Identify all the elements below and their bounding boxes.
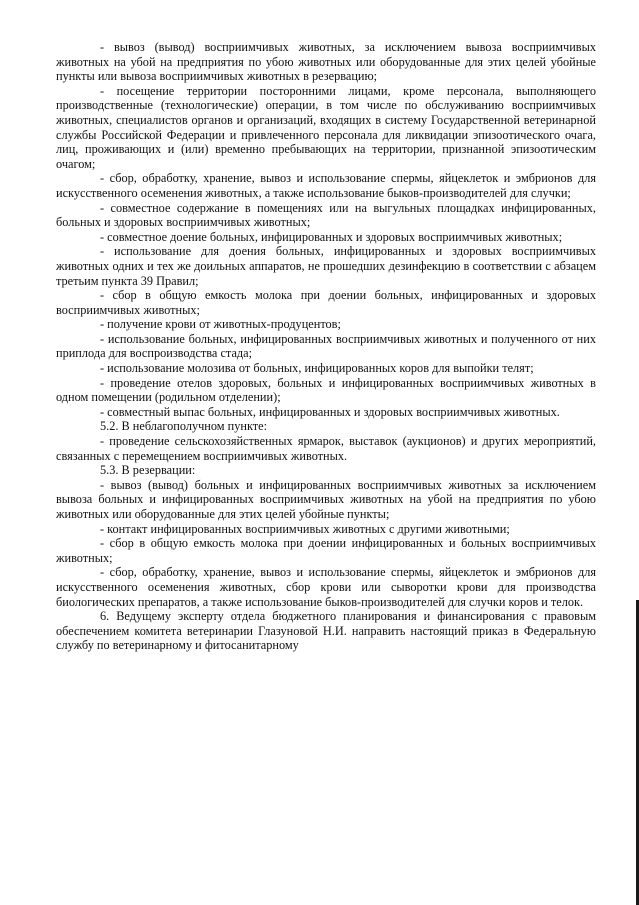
- paragraph: - сбор, обработку, хранение, вывоз и использование спермы, яйцеклеток и эмбрионов для искусственного осеменения животных, сбор крови или сыворотки крови для производства биологических препаратов, а также использование быков-производителей для случки коров и телок.: [56, 565, 596, 609]
- document-body: [56, 40, 596, 653]
- paragraph: - использование для доения больных, инфицированных и здоровых восприимчивых животных одних и тех же доильных аппаратов, не прошедших дезинфекцию в соответствии с абзацем третьим пункта 39 Правил;: [56, 244, 596, 288]
- paragraph: - использование больных, инфицированных восприимчивых животных и полученного от них приплода для воспроизводства стада;: [56, 331, 596, 361]
- paragraph: - вывоз (вывод) восприимчивых животных, за исключением вывоза восприимчивых животных на убой на предприятия по убою животных или оборудованные для этих целей убойные пункты или вывоза восприимчивых животных в резервацию;: [56, 40, 596, 84]
- paragraph: - совместное содержание в помещениях или на выгульных площадках инфицированных, больных и здоровых восприимчивых животных;: [56, 200, 596, 230]
- paragraph: - использование молозива от больных, инфицированных коров для выпойки телят;: [100, 361, 534, 376]
- section-heading: 5.2. В неблагополучном пункте:: [100, 419, 268, 434]
- paragraph: - совместный выпас больных, инфицированных и здоровых восприимчивых животных.: [100, 404, 560, 419]
- section-heading: 5.3. В резервации:: [100, 463, 196, 478]
- paragraph: - получение крови от животных-продуцентов;: [100, 317, 341, 332]
- paragraph: - посещение территории посторонними лицами, кроме персонала, выполняющего производственные (технологические) операции, в том числе по обслуживанию восприимчивых животных, специалистов органов и организаций, входящих в систему Государственной ветеринарной службы Российской Федерации и привлеченного персонала для ликвидации эпизоотического очага, лиц, проживающих и (или) временно пребывающих на территории, признанной эпизоотическим очагом;: [56, 83, 596, 171]
- paragraph: - вывоз (вывод) больных и инфицированных восприимчивых животных за исключением вывоза больных и инфицированных восприимчивых животных на убой на предприятия по убою животных или оборудованные для этих целей убойные пункты;: [56, 477, 596, 521]
- paragraph: - проведение сельскохозяйственных ярмарок, выставок (аукционов) и других мероприятий, связанных с перемещением восприимчивых животных.: [56, 434, 596, 463]
- paragraph: - контакт инфицированных восприимчивых животных с другими животными;: [100, 521, 510, 536]
- paragraph: - сбор в общую емкость молока при доении больных, инфицированных и здоровых восприимчивых животных;: [56, 288, 596, 317]
- paragraph: - сбор в общую емкость молока при доении инфицированных и больных восприимчивых животных;: [56, 536, 596, 565]
- paragraph: - совместное доение больных, инфицированных и здоровых восприимчивых животных;: [100, 229, 563, 244]
- paragraph: - сбор, обработку, хранение, вывоз и использование спермы, яйцеклеток и эмбрионов для искусственного осеменения животных, а также использование быков-производителей для случки;: [56, 171, 596, 200]
- paragraph: - проведение отелов здоровых, больных и инфицированных восприимчивых животных в одном помещении (родильном отделении);: [56, 375, 596, 405]
- paragraph: 6. Ведущему эксперту отдела бюджетного планирования и финансирования с правовым обеспечением комитета ветеринарии Глазуновой Н.И. направить настоящий приказ в Федеральную службу по ветеринарному и фитосанитарному: [56, 609, 596, 653]
